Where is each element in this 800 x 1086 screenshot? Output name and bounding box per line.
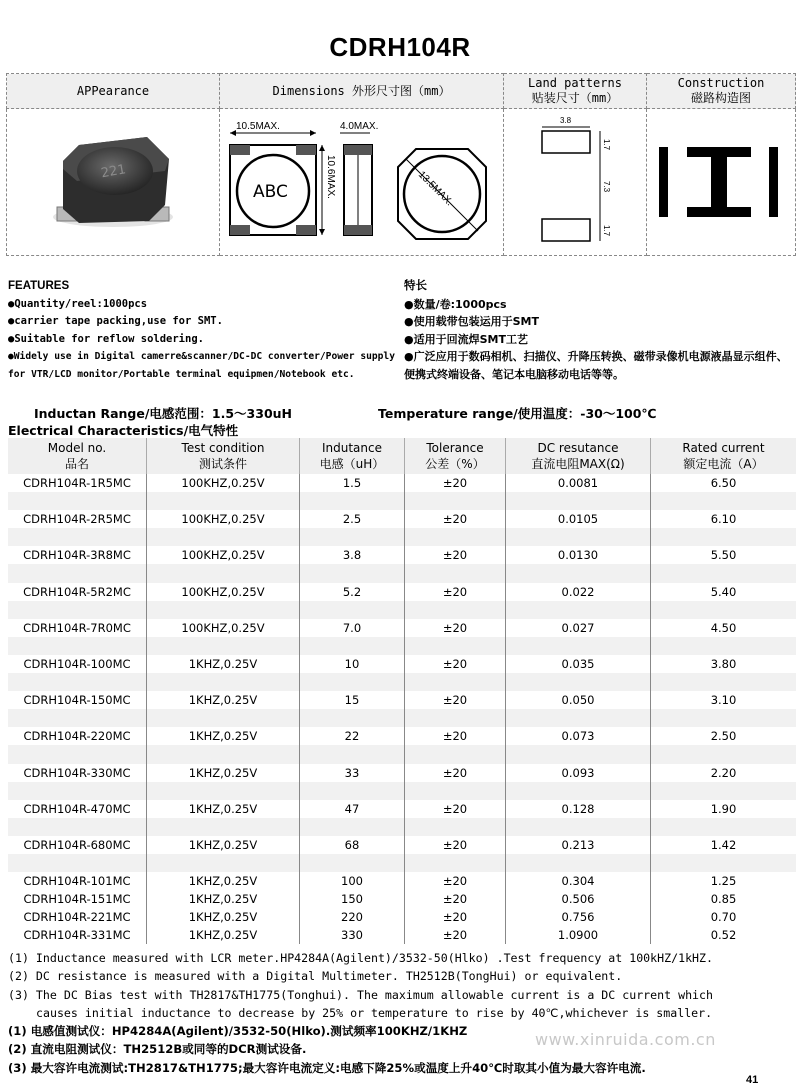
- cell-tolerance: ±20: [405, 727, 506, 745]
- electrical-heading: Electrical Characteristics/电气特性: [8, 423, 239, 438]
- features-cn: [404, 278, 796, 383]
- feature-cn-item: ●适用于回流焊SMT工艺: [404, 332, 528, 346]
- cell-inductance: 100: [300, 872, 405, 890]
- cell-tolerance: ±20: [405, 800, 506, 818]
- table-row: [8, 583, 796, 601]
- dim-width-label: 10.5MAX.: [236, 121, 280, 132]
- row-spacer: [8, 709, 796, 727]
- cell-inductance: 22: [300, 727, 405, 745]
- row-spacer: [8, 637, 796, 655]
- table-row: [8, 800, 796, 818]
- dim-diagonal-label: 13.5MAX.: [415, 169, 455, 209]
- cell-model: CDRH104R-150MC: [8, 691, 147, 709]
- cell-inductance: 15: [300, 691, 405, 709]
- features-en: [8, 278, 398, 383]
- cell-dc-resistance: 0.035: [506, 655, 651, 673]
- land-pattern-drawing: [504, 109, 646, 255]
- cell-tolerance: ±20: [405, 926, 506, 944]
- dim-thickness-label: 4.0MAX.: [340, 121, 379, 132]
- cell-test-condition: 1KHZ,0.25V: [147, 872, 300, 890]
- cell-rated-current: 2.20: [710, 765, 737, 780]
- dimensions-cell: [220, 109, 504, 256]
- land-bottom-label: 1.7: [602, 225, 611, 237]
- construction-header: Construction 磁路构造图: [647, 74, 796, 109]
- cell-dc-resistance: 0.0081: [506, 474, 651, 492]
- cell-tolerance: ±20: [405, 691, 506, 709]
- cell-model: CDRH104R-101MC: [8, 872, 147, 890]
- col-header-dcr: DC resutance 直流电阻MAX(Ω): [506, 438, 651, 474]
- spec-header-row: [8, 438, 796, 474]
- cell-model: CDRH104R-151MC: [8, 890, 147, 908]
- cell-inductance: 5.2: [300, 583, 405, 601]
- cell-test-condition: 1KHZ,0.25V: [147, 800, 300, 818]
- table-row: [8, 926, 796, 944]
- cell-dc-resistance: 0.073: [506, 727, 651, 745]
- row-spacer: [8, 528, 796, 546]
- cell-tolerance: ±20: [405, 474, 506, 492]
- table-row: [8, 691, 796, 709]
- cell-model: CDRH104R-331MC: [8, 926, 147, 944]
- cell-tolerance: ±20: [405, 908, 506, 926]
- cell-tolerance: ±20: [405, 836, 506, 854]
- temperature-range: Temperature range/使用温度：-30～100℃: [378, 406, 657, 421]
- dimension-drawing: [220, 109, 503, 255]
- cell-dc-resistance: 0.128: [506, 800, 651, 818]
- note-line: causes initial inductance to decrease by 25% or temperature to rise by 40℃,whichever is smaller.: [36, 1005, 713, 1020]
- cell-model: CDRH104R-470MC: [8, 800, 147, 818]
- cell-test-condition: 1KHZ,0.25V: [147, 890, 300, 908]
- cell-tolerance: ±20: [405, 655, 506, 673]
- cell-rated-current: 0.85: [710, 892, 737, 907]
- cell-model: CDRH104R-220MC: [8, 727, 147, 745]
- row-spacer: [8, 745, 796, 763]
- watermark: www.xinruida.com.cn: [535, 1030, 716, 1049]
- table-row: [8, 764, 796, 782]
- cell-test-condition: 1KHZ,0.25V: [147, 836, 300, 854]
- cell-tolerance: ±20: [405, 510, 506, 528]
- cell-dc-resistance: 0.0130: [506, 546, 651, 564]
- col-header-inductance: Indutance 电感（uH）: [300, 438, 405, 474]
- row-spacer: [8, 782, 796, 800]
- cell-dc-resistance: 0.213: [506, 836, 651, 854]
- table-row: [8, 727, 796, 745]
- land-top-label: 1.7: [602, 139, 611, 151]
- cell-inductance: 10: [300, 655, 405, 673]
- cell-model: CDRH104R-1R5MC: [8, 474, 147, 492]
- cell-rated-current: 0.52: [710, 928, 737, 943]
- cell-dc-resistance: 0.093: [506, 764, 651, 782]
- cell-tolerance: ±20: [405, 583, 506, 601]
- note-line: (3) The DC Bias test with TH2817&TH1775(Tonghui). The maximum allowable current is a DC current which: [8, 987, 713, 1002]
- cell-dc-resistance: 0.050: [506, 691, 651, 709]
- note-cn-line: (3) 最大容许电流测试:TH2817&TH1775;最大容许电流定义:电感下降25%或温度上升40℃时取其小值为最大容许电流.: [8, 1060, 646, 1075]
- cell-model: CDRH104R-330MC: [8, 764, 147, 782]
- feature-cn-item: ●数量/卷:1000pcs: [404, 297, 507, 311]
- land-header: Land patterns 贴装尺寸（mm）: [504, 74, 647, 109]
- cell-model: CDRH104R-221MC: [8, 908, 147, 926]
- table-row: [8, 546, 796, 564]
- cell-dc-resistance: 0.506: [506, 890, 651, 908]
- inductance-range: Inductan Range/电感范围：1.5～330uH: [34, 406, 293, 421]
- cell-model: CDRH104R-7R0MC: [8, 619, 147, 637]
- cell-rated-current: 1.25: [710, 874, 737, 889]
- feature-cn-item: ●广泛应用于数码相机、扫描仪、升降压转换、磁带录像机电源液晶显示组件、便携式终端设备、笔记本电脑移动电话等等。: [404, 350, 788, 381]
- cell-inductance: 150: [300, 890, 405, 908]
- land-width-label: 3.8: [560, 116, 572, 125]
- row-spacer: [8, 492, 796, 510]
- row-spacer: [8, 673, 796, 691]
- cell-dc-resistance: 0.304: [506, 872, 651, 890]
- cell-dc-resistance: 1.0900: [506, 926, 651, 944]
- cell-inductance: 1.5: [300, 474, 405, 492]
- cell-test-condition: 1KHZ,0.25V: [147, 926, 300, 944]
- row-spacer: [8, 818, 796, 836]
- dim-height-label: 10.6MAX.: [325, 155, 336, 199]
- cell-test-condition: 1KHZ,0.25V: [147, 655, 300, 673]
- note-line: (2) DC resistance is measured with a Digital Multimeter. TH2512B(TongHui) or equivalent.: [8, 969, 623, 984]
- construction-drawing: [647, 109, 795, 255]
- cell-rated-current: 6.10: [710, 512, 737, 527]
- cell-inductance: 2.5: [300, 510, 405, 528]
- overview-table: [6, 73, 796, 256]
- col-header-test: Test condition 测试条件: [147, 438, 300, 474]
- features-cn-heading: 特长: [404, 280, 427, 292]
- cell-model: CDRH104R-5R2MC: [8, 583, 147, 601]
- row-spacer: [8, 601, 796, 619]
- cell-test-condition: 100KHZ,0.25V: [147, 474, 300, 492]
- cell-model: CDRH104R-3R8MC: [8, 546, 147, 564]
- cell-rated-current: 2.50: [710, 729, 737, 744]
- cell-dc-resistance: 0.756: [506, 908, 651, 926]
- cell-rated-current: 3.80: [710, 656, 737, 671]
- cell-test-condition: 100KHZ,0.25V: [147, 546, 300, 564]
- table-row: [8, 890, 796, 908]
- table-row: [8, 836, 796, 854]
- cell-rated-current: 6.50: [710, 476, 737, 490]
- cell-model: CDRH104R-100MC: [8, 655, 147, 673]
- cell-model: CDRH104R-2R5MC: [8, 510, 147, 528]
- notes: [8, 949, 798, 1077]
- cell-inductance: 3.8: [300, 546, 405, 564]
- table-row: [8, 619, 796, 637]
- cell-inductance: 7.0: [300, 619, 405, 637]
- appearance-header: APPearance: [7, 74, 220, 109]
- table-row: [8, 872, 796, 890]
- col-header-tolerance: Tolerance 公差（%）: [405, 438, 506, 474]
- cell-rated-current: 0.70: [710, 910, 737, 925]
- feature-item: ●Widely use in Digital camerre&scanner/DC-DC converter/Power supply for VTR/LCD monitor/Portable terminal equipmen/Notebook etc.: [8, 351, 395, 380]
- table-row: [8, 474, 796, 492]
- cell-dc-resistance: 0.027: [506, 619, 651, 637]
- row-spacer: [8, 564, 796, 582]
- cell-rated-current: 5.40: [710, 584, 737, 599]
- cell-test-condition: 100KHZ,0.25V: [147, 510, 300, 528]
- construction-cell: [647, 109, 796, 256]
- inductor-photo: [7, 109, 219, 255]
- cell-tolerance: ±20: [405, 872, 506, 890]
- page-title: CDRH104R: [329, 32, 471, 62]
- cell-dc-resistance: 0.022: [506, 583, 651, 601]
- feature-item: ●Quantity/reel:1000pcs: [8, 297, 148, 310]
- cell-inductance: 47: [300, 800, 405, 818]
- feature-cn-item: ●使用载带包装运用于SMT: [404, 315, 539, 328]
- features-heading: FEATURES: [8, 280, 70, 292]
- cell-inductance: 68: [300, 836, 405, 854]
- feature-item: ●Suitable for reflow soldering.: [8, 332, 204, 345]
- cell-tolerance: ±20: [405, 546, 506, 564]
- table-row: [8, 510, 796, 528]
- cell-test-condition: 1KHZ,0.25V: [147, 691, 300, 709]
- cell-model: CDRH104R-680MC: [8, 836, 147, 854]
- dim-abc-label: ABC: [253, 182, 288, 202]
- cell-rated-current: 5.50: [710, 548, 737, 563]
- note-cn-line: (2) 直流电阻测试仪：TH2512B或同等的DCR测试设备.: [8, 1042, 307, 1057]
- cell-test-condition: 1KHZ,0.25V: [147, 764, 300, 782]
- part-marking: 221: [99, 162, 128, 182]
- note-line: (1) Inductance measured with LCR meter.HP4284A(Agilent)/3532-50(Hlko) .Test frequency at 100kHZ/1kHZ.: [8, 951, 713, 965]
- cell-dc-resistance: 0.0105: [506, 510, 651, 528]
- cell-inductance: 330: [300, 926, 405, 944]
- cell-test-condition: 1KHZ,0.25V: [147, 727, 300, 745]
- row-spacer: [8, 854, 796, 872]
- land-mid-label: 7.3: [602, 181, 611, 193]
- col-header-current: Rated current 额定电流（A）: [651, 438, 797, 474]
- land-pattern-cell: [504, 109, 647, 256]
- cell-test-condition: 100KHZ,0.25V: [147, 619, 300, 637]
- cell-inductance: 33: [300, 764, 405, 782]
- cell-test-condition: 1KHZ,0.25V: [147, 908, 300, 926]
- table-row: [8, 908, 796, 926]
- cell-tolerance: ±20: [405, 619, 506, 637]
- spec-table: [8, 438, 796, 944]
- cell-inductance: 220: [300, 908, 405, 926]
- cell-rated-current: 1.90: [710, 801, 737, 816]
- cell-test-condition: 100KHZ,0.25V: [147, 583, 300, 601]
- cell-tolerance: ±20: [405, 890, 506, 908]
- cell-rated-current: 4.50: [710, 620, 737, 635]
- table-row: [8, 655, 796, 673]
- dimensions-header: Dimensions 外形尺寸图（mm）: [220, 74, 504, 109]
- cell-tolerance: ±20: [405, 764, 506, 782]
- appearance-cell: [7, 109, 220, 256]
- note-cn-line: (1) 电感值测试仪：HP4284A(Agilent)/3532-50(Hlko).测试频率100KHZ/1KHZ: [8, 1024, 468, 1039]
- page-number: 41: [746, 1074, 759, 1086]
- col-header-model: Model no. 品名: [8, 438, 147, 474]
- cell-rated-current: 3.10: [710, 693, 737, 708]
- feature-item: ●carrier tape packing,use for SMT.: [8, 315, 223, 327]
- cell-rated-current: 1.42: [710, 837, 737, 852]
